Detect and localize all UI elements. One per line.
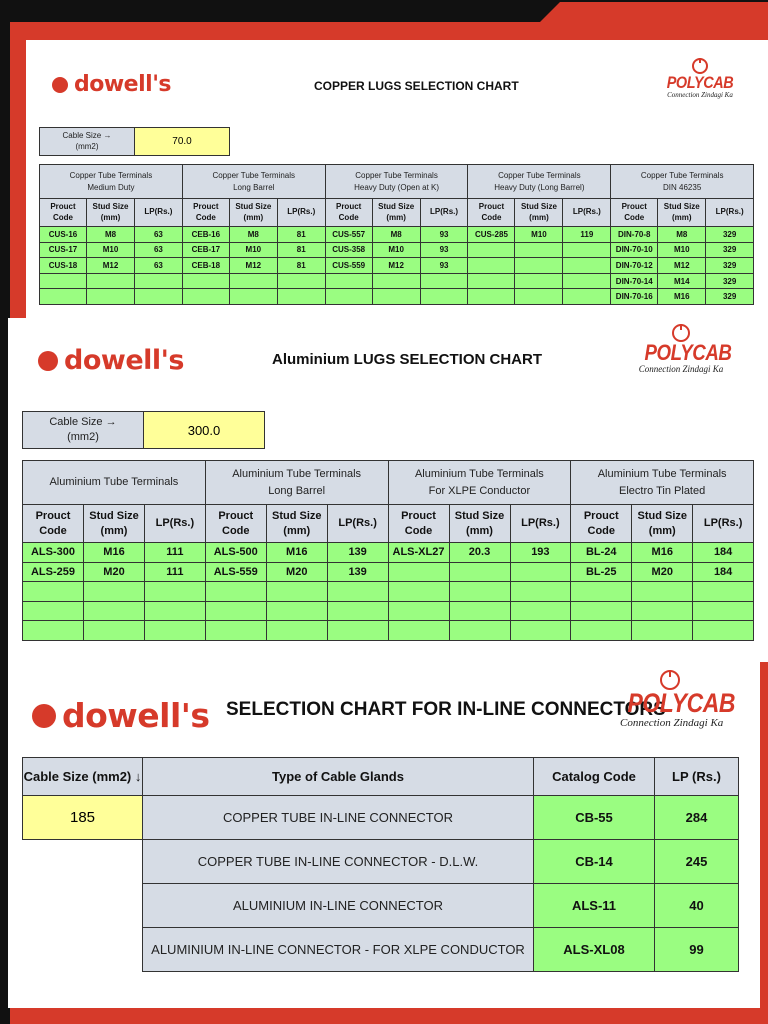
product-code-cell bbox=[388, 582, 449, 602]
lp-cell bbox=[145, 582, 206, 602]
col-catalog-code: Catalog Code bbox=[534, 758, 655, 796]
product-code-cell: ALS-XL27 bbox=[388, 543, 449, 563]
catalog-cell: CB-14 bbox=[534, 840, 655, 884]
col-stud-size: Stud Size (mm) bbox=[449, 505, 510, 543]
product-code-cell bbox=[388, 562, 449, 582]
lp-cell bbox=[563, 258, 611, 274]
copper-lugs-table bbox=[39, 164, 754, 305]
lp-cell: 139 bbox=[327, 562, 388, 582]
col-lp: LP(Rs.) bbox=[327, 505, 388, 543]
group-header: Aluminium Tube Terminals Long Barrel bbox=[205, 461, 388, 505]
lp-cell bbox=[693, 582, 754, 602]
lp-cell bbox=[145, 601, 206, 621]
col-lp: LP (Rs.) bbox=[655, 758, 739, 796]
stud-size-cell: M8 bbox=[372, 227, 420, 243]
cable-size-label: Cable Size → (mm2) bbox=[40, 128, 135, 156]
dowells-logo-text: dowell's bbox=[64, 345, 184, 376]
group-header: Copper Tube Terminals Heavy Duty (Long Barrel) bbox=[468, 165, 611, 199]
lp-cell: 329 bbox=[706, 258, 754, 274]
product-code-cell bbox=[468, 273, 515, 289]
stud-size-cell: M8 bbox=[87, 227, 135, 243]
stud-size-cell bbox=[449, 621, 510, 641]
product-code-cell: ALS-559 bbox=[205, 562, 266, 582]
lp-cell bbox=[420, 289, 468, 305]
product-code-cell: CEB-18 bbox=[182, 258, 229, 274]
col-lp: LP(Rs.) bbox=[510, 505, 571, 543]
product-code-cell: DIN-70-10 bbox=[611, 242, 658, 258]
col-stud-size: Stud Size (mm) bbox=[84, 505, 145, 543]
lp-cell bbox=[510, 621, 571, 641]
stud-size-cell: M12 bbox=[229, 258, 277, 274]
stud-size-cell: M20 bbox=[266, 562, 327, 582]
lp-cell bbox=[693, 621, 754, 641]
lp-cell bbox=[327, 601, 388, 621]
product-code-cell bbox=[23, 582, 84, 602]
product-code-cell: BL-24 bbox=[571, 543, 632, 563]
lp-cell: 193 bbox=[510, 543, 571, 563]
stud-size-cell bbox=[515, 289, 563, 305]
product-code-cell: ALS-259 bbox=[23, 562, 84, 582]
stud-size-cell bbox=[266, 621, 327, 641]
lp-cell: 63 bbox=[135, 227, 183, 243]
stud-size-cell: M20 bbox=[632, 562, 693, 582]
product-code-cell: CUS-285 bbox=[468, 227, 515, 243]
stud-size-cell: M20 bbox=[84, 562, 145, 582]
type-cell: COPPER TUBE IN-LINE CONNECTOR - D.L.W. bbox=[143, 840, 534, 884]
group-header: Copper Tube Terminals DIN 46235 bbox=[611, 165, 754, 199]
catalog-cell: ALS-XL08 bbox=[534, 928, 655, 972]
cable-size-input[interactable]: 300.0 bbox=[144, 412, 265, 449]
lp-cell: 329 bbox=[706, 273, 754, 289]
product-code-cell bbox=[205, 582, 266, 602]
col-stud-size: Stud Size (mm) bbox=[632, 505, 693, 543]
table-row bbox=[40, 273, 754, 289]
dowells-logo bbox=[52, 72, 171, 97]
table-row bbox=[23, 621, 754, 641]
lp-cell: 93 bbox=[420, 227, 468, 243]
col-product-code: Prouct Code bbox=[571, 505, 632, 543]
stud-size-cell: M8 bbox=[229, 227, 277, 243]
product-code-cell bbox=[388, 601, 449, 621]
stud-size-cell: M12 bbox=[372, 258, 420, 274]
stud-size-cell bbox=[515, 258, 563, 274]
lp-cell: 284 bbox=[655, 796, 739, 840]
aluminium-title: Aluminium LUGS SELECTION CHART bbox=[272, 351, 542, 368]
stud-size-cell bbox=[449, 562, 510, 582]
product-code-cell: DIN-70-16 bbox=[611, 289, 658, 305]
lp-cell bbox=[135, 273, 183, 289]
polycab-tagline: Connection Zindagi Ka bbox=[620, 717, 724, 729]
product-code-cell bbox=[571, 582, 632, 602]
group-header: Aluminium Tube Terminals Electro Tin Plated bbox=[571, 461, 754, 505]
polycab-name: POLYCAB bbox=[627, 688, 736, 718]
col-stud-size: Stud Size (mm) bbox=[87, 199, 135, 227]
polycab-tagline: Connection Zindagi Ka bbox=[638, 364, 724, 374]
polycab-logo bbox=[620, 670, 736, 729]
stud-size-cell bbox=[372, 273, 420, 289]
empty-cell bbox=[23, 840, 143, 884]
copper-cable-size bbox=[39, 127, 230, 156]
group-header: Copper Tube Terminals Medium Duty bbox=[40, 165, 183, 199]
product-code-cell bbox=[40, 289, 87, 305]
polycab-logo bbox=[660, 58, 740, 99]
stud-size-cell: M12 bbox=[658, 258, 706, 274]
col-lp: LP(Rs.) bbox=[706, 199, 754, 227]
lp-cell: 245 bbox=[655, 840, 739, 884]
product-code-cell: CUS-358 bbox=[325, 242, 372, 258]
stud-size-cell: M16 bbox=[632, 543, 693, 563]
col-product-code: Prouct Code bbox=[468, 199, 515, 227]
type-cell: COPPER TUBE IN-LINE CONNECTOR bbox=[143, 796, 534, 840]
product-code-cell: CUS-16 bbox=[40, 227, 87, 243]
product-code-cell: CUS-559 bbox=[325, 258, 372, 274]
stud-size-cell bbox=[87, 289, 135, 305]
stud-size-cell bbox=[266, 582, 327, 602]
stud-size-cell bbox=[266, 601, 327, 621]
group-header: Copper Tube Terminals Long Barrel bbox=[182, 165, 325, 199]
polycab-name: POLYCAB bbox=[644, 340, 732, 365]
lp-cell: 111 bbox=[145, 562, 206, 582]
lp-cell: 63 bbox=[135, 258, 183, 274]
product-code-cell bbox=[468, 258, 515, 274]
stud-size-cell bbox=[632, 621, 693, 641]
stud-size-cell: 20.3 bbox=[449, 543, 510, 563]
lp-cell bbox=[563, 273, 611, 289]
stud-size-cell: M10 bbox=[87, 242, 135, 258]
stud-size-cell bbox=[84, 621, 145, 641]
dowells-mark-icon bbox=[52, 77, 68, 93]
lp-cell bbox=[327, 621, 388, 641]
catalog-cell: CB-55 bbox=[534, 796, 655, 840]
lp-cell: 63 bbox=[135, 242, 183, 258]
stud-size-cell bbox=[372, 289, 420, 305]
product-code-cell bbox=[23, 621, 84, 641]
inline-connectors-table bbox=[22, 757, 739, 972]
product-code-cell bbox=[388, 621, 449, 641]
inline-title: SELECTION CHART FOR IN-LINE CONNECTORS bbox=[226, 699, 666, 720]
group-header: Aluminium Tube Terminals For XLPE Conductor bbox=[388, 461, 571, 505]
product-code-cell bbox=[182, 289, 229, 305]
power-icon bbox=[660, 670, 680, 690]
stud-size-cell bbox=[515, 242, 563, 258]
product-code-cell: CUS-17 bbox=[40, 242, 87, 258]
col-lp: LP(Rs.) bbox=[277, 199, 325, 227]
col-stud-size: Stud Size (mm) bbox=[266, 505, 327, 543]
product-code-cell: CUS-557 bbox=[325, 227, 372, 243]
dowells-mark-icon bbox=[32, 704, 56, 728]
lp-cell bbox=[563, 242, 611, 258]
lp-cell: 329 bbox=[706, 227, 754, 243]
stud-size-cell: M16 bbox=[266, 543, 327, 563]
product-code-cell bbox=[325, 273, 372, 289]
cable-size-input[interactable]: 70.0 bbox=[135, 128, 230, 156]
lp-cell: 99 bbox=[655, 928, 739, 972]
product-code-cell: DIN-70-8 bbox=[611, 227, 658, 243]
lp-cell: 329 bbox=[706, 242, 754, 258]
lp-cell: 81 bbox=[277, 258, 325, 274]
lp-cell bbox=[563, 289, 611, 305]
product-code-cell: ALS-300 bbox=[23, 543, 84, 563]
col-product-code: Prouct Code bbox=[388, 505, 449, 543]
product-code-cell: BL-25 bbox=[571, 562, 632, 582]
col-product-code: Prouct Code bbox=[205, 505, 266, 543]
stud-size-cell: M8 bbox=[658, 227, 706, 243]
table-row bbox=[23, 543, 754, 563]
lp-cell: 93 bbox=[420, 258, 468, 274]
col-lp: LP(Rs.) bbox=[145, 505, 206, 543]
stud-size-cell: M10 bbox=[229, 242, 277, 258]
stud-size-cell bbox=[87, 273, 135, 289]
stud-size-cell bbox=[84, 601, 145, 621]
lp-cell bbox=[135, 289, 183, 305]
lp-cell bbox=[510, 582, 571, 602]
dowells-logo-text: dowell's bbox=[62, 696, 210, 735]
stud-size-cell: M12 bbox=[87, 258, 135, 274]
stud-size-cell: M10 bbox=[658, 242, 706, 258]
product-code-cell bbox=[182, 273, 229, 289]
group-header: Copper Tube Terminals Heavy Duty (Open at K) bbox=[325, 165, 468, 199]
product-code-cell bbox=[40, 273, 87, 289]
polycab-tagline: Connection Zindagi Ka bbox=[667, 91, 733, 99]
stud-size-cell bbox=[229, 289, 277, 305]
col-cable-size: Cable Size (mm2) ↓ bbox=[23, 758, 143, 796]
table-row bbox=[23, 562, 754, 582]
dowells-mark-icon bbox=[38, 351, 58, 371]
lp-cell bbox=[277, 289, 325, 305]
col-stud-size: Stud Size (mm) bbox=[229, 199, 277, 227]
lp-cell bbox=[145, 621, 206, 641]
stud-size-cell bbox=[515, 273, 563, 289]
cable-size-label: Cable Size → (mm2) bbox=[23, 412, 144, 449]
lp-cell: 93 bbox=[420, 242, 468, 258]
table-row bbox=[40, 289, 754, 305]
stud-size-cell bbox=[84, 582, 145, 602]
group-header: Aluminium Tube Terminals bbox=[23, 461, 206, 505]
lp-cell bbox=[510, 601, 571, 621]
lp-cell: 329 bbox=[706, 289, 754, 305]
lp-cell bbox=[277, 273, 325, 289]
type-cell: ALUMINIUM IN-LINE CONNECTOR - FOR XLPE CONDUCTOR bbox=[143, 928, 534, 972]
catalog-cell: ALS-11 bbox=[534, 884, 655, 928]
stud-size-cell: M14 bbox=[658, 273, 706, 289]
col-lp: LP(Rs.) bbox=[563, 199, 611, 227]
empty-cell bbox=[23, 884, 143, 928]
col-product-code: Prouct Code bbox=[325, 199, 372, 227]
product-code-cell: ALS-500 bbox=[205, 543, 266, 563]
col-lp: LP(Rs.) bbox=[135, 199, 183, 227]
stud-size-cell: M10 bbox=[515, 227, 563, 243]
product-code-cell bbox=[205, 601, 266, 621]
lp-cell: 139 bbox=[327, 543, 388, 563]
product-code-cell bbox=[571, 601, 632, 621]
stud-size-cell bbox=[632, 601, 693, 621]
col-stud-size: Stud Size (mm) bbox=[515, 199, 563, 227]
dowells-logo bbox=[38, 345, 184, 376]
stud-size-cell bbox=[632, 582, 693, 602]
lp-cell bbox=[693, 601, 754, 621]
table-row bbox=[40, 242, 754, 258]
lp-cell: 184 bbox=[693, 543, 754, 563]
cable-size-input[interactable]: 185 bbox=[23, 796, 143, 840]
lp-cell: 81 bbox=[277, 242, 325, 258]
table-row bbox=[40, 227, 754, 243]
col-product-code: Prouct Code bbox=[182, 199, 229, 227]
col-product-code: Prouct Code bbox=[40, 199, 87, 227]
product-code-cell: DIN-70-12 bbox=[611, 258, 658, 274]
stud-size-cell: M16 bbox=[658, 289, 706, 305]
col-product-code: Prouct Code bbox=[23, 505, 84, 543]
lp-cell bbox=[420, 273, 468, 289]
col-stud-size: Stud Size (mm) bbox=[372, 199, 420, 227]
table-row bbox=[40, 258, 754, 274]
stud-size-cell bbox=[449, 582, 510, 602]
empty-cell bbox=[23, 928, 143, 972]
lp-cell: 40 bbox=[655, 884, 739, 928]
stud-size-cell: M16 bbox=[84, 543, 145, 563]
product-code-cell: CUS-18 bbox=[40, 258, 87, 274]
table-row bbox=[23, 582, 754, 602]
table-row bbox=[23, 601, 754, 621]
power-icon bbox=[692, 58, 708, 74]
col-stud-size: Stud Size (mm) bbox=[658, 199, 706, 227]
polycab-name: POLYCAB bbox=[666, 73, 734, 92]
stud-size-cell bbox=[229, 273, 277, 289]
polycab-logo bbox=[638, 324, 732, 374]
lp-cell: 111 bbox=[145, 543, 206, 563]
product-code-cell bbox=[468, 289, 515, 305]
lp-cell: 81 bbox=[277, 227, 325, 243]
product-code-cell bbox=[468, 242, 515, 258]
copper-title: COPPER LUGS SELECTION CHART bbox=[314, 79, 519, 93]
lp-cell: 184 bbox=[693, 562, 754, 582]
product-code-cell: DIN-70-14 bbox=[611, 273, 658, 289]
col-type: Type of Cable Glands bbox=[143, 758, 534, 796]
dowells-logo bbox=[32, 696, 210, 735]
lp-cell bbox=[510, 562, 571, 582]
product-code-cell bbox=[205, 621, 266, 641]
lp-cell: 119 bbox=[563, 227, 611, 243]
aluminium-lugs-table bbox=[22, 460, 754, 641]
lp-cell bbox=[327, 582, 388, 602]
type-cell: ALUMINIUM IN-LINE CONNECTOR bbox=[143, 884, 534, 928]
product-code-cell bbox=[23, 601, 84, 621]
product-code-cell bbox=[571, 621, 632, 641]
stud-size-cell bbox=[449, 601, 510, 621]
stud-size-cell: M10 bbox=[372, 242, 420, 258]
product-code-cell bbox=[325, 289, 372, 305]
dowells-logo-text: dowell's bbox=[74, 72, 172, 97]
product-code-cell: CEB-17 bbox=[182, 242, 229, 258]
col-lp: LP(Rs.) bbox=[420, 199, 468, 227]
product-code-cell: CEB-16 bbox=[182, 227, 229, 243]
col-product-code: Prouct Code bbox=[611, 199, 658, 227]
aluminium-cable-size bbox=[22, 411, 265, 449]
col-lp: LP(Rs.) bbox=[693, 505, 754, 543]
